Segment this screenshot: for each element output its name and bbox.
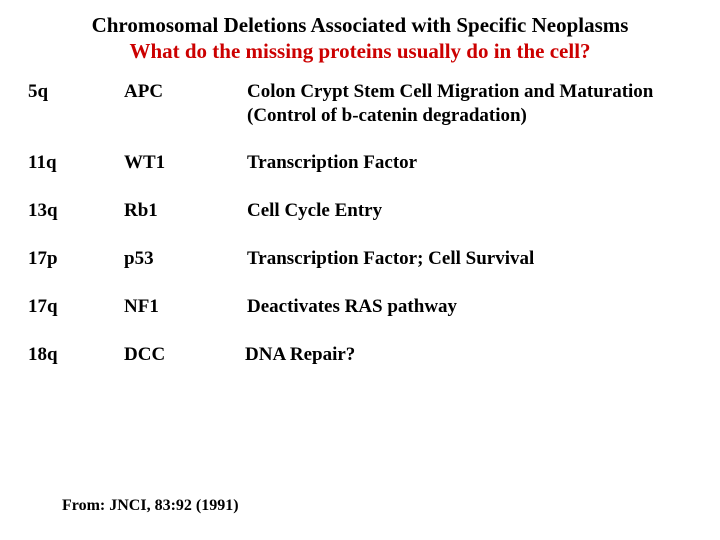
function-cell: Transcription Factor <box>247 152 418 173</box>
function-cell: DNA Repair? <box>245 344 356 365</box>
chromosome-cell: 5q <box>28 81 49 102</box>
chromosome-cell: 11q <box>28 152 57 173</box>
function-cell <box>247 80 707 128</box>
protein-cell: DCC <box>124 344 166 365</box>
title-line-1: Chromosomal Deletions Associated with Specific Neoplasms <box>91 13 629 37</box>
function-cell: Cell Cycle Entry <box>247 200 383 221</box>
chromosome-cell: 13q <box>28 200 58 221</box>
chromosome-cell: 18q <box>28 344 58 365</box>
chromosome-cell: 17q <box>28 296 58 317</box>
function-cell: Transcription Factor; Cell Survival <box>247 248 535 269</box>
source-citation: From: JNCI, 83:92 (1991) <box>62 497 239 514</box>
function-line-1: Colon Crypt Stem Cell Migration and Maturation <box>247 81 654 102</box>
protein-cell: APC <box>124 81 164 102</box>
function-line-2: (Control of b-catenin degradation) <box>247 105 527 126</box>
protein-cell: Rb1 <box>124 200 158 221</box>
protein-cell: NF1 <box>124 296 159 317</box>
protein-cell: p53 <box>124 248 154 269</box>
function-cell: Deactivates RAS pathway <box>247 296 458 317</box>
title-line-2: What do the missing proteins usually do in the cell? <box>129 39 591 63</box>
chromosome-cell: 17p <box>28 248 58 269</box>
protein-cell: WT1 <box>124 152 166 173</box>
